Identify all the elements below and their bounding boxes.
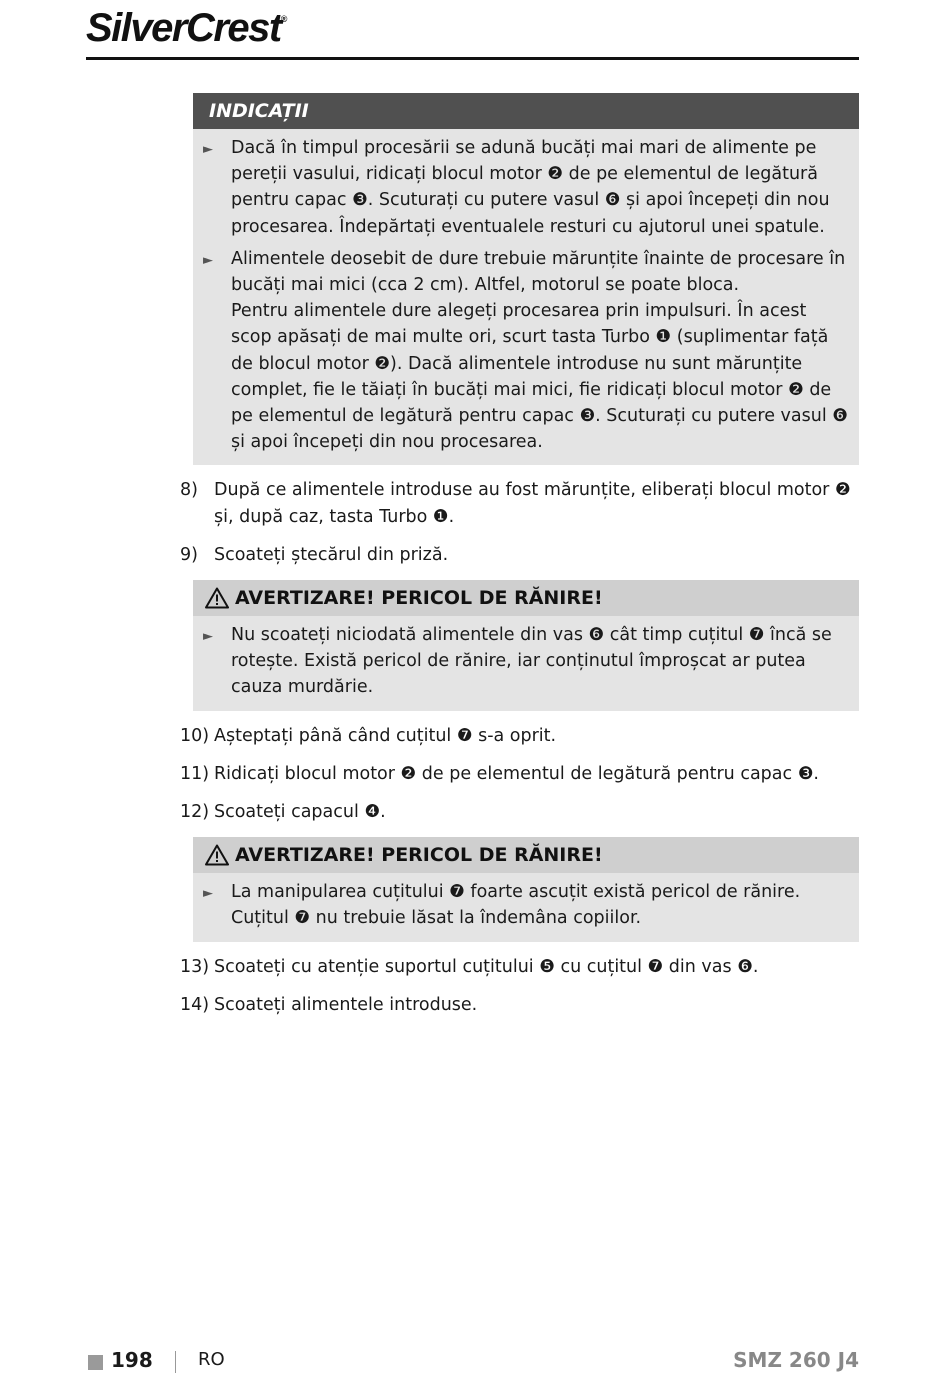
step-item (180, 761, 859, 787)
step-item (180, 992, 859, 1018)
step-text: Scoateți alimentele introduse. (214, 994, 478, 1015)
warning-title: AVERTIZARE! PERICOL DE RĂNIRE! (235, 844, 603, 867)
header-rule (86, 57, 859, 60)
warning-box (193, 580, 859, 711)
model-number: SMZ 260 J4 (733, 1348, 859, 1372)
footer-square-marker (88, 1355, 103, 1370)
bullet-arrow-icon: ► (203, 252, 213, 268)
warning-header (193, 580, 859, 616)
step-number: 13) (180, 956, 210, 977)
step-item (180, 954, 859, 980)
step-number: 11) (180, 763, 210, 784)
warning-bullet (203, 622, 849, 701)
page-number: 198 (111, 1348, 153, 1372)
step-text: Așteptați până când cuțitul ❼ s-a oprit. (214, 725, 557, 746)
bullet-arrow-icon: ► (203, 886, 213, 902)
step-number: 14) (180, 994, 210, 1015)
note-bullet (203, 246, 849, 456)
step-number: 10) (180, 725, 210, 746)
warning-box (193, 837, 859, 941)
step-text: După ce alimentele introduse au fost mărunțite, eliberați blocul motor ❷ și, după caz, tasta Turbo ❶. (214, 480, 851, 527)
bullet-arrow-icon: ► (203, 629, 213, 645)
language-code: RO (198, 1349, 225, 1370)
step-item (180, 477, 859, 529)
step-item (180, 799, 859, 825)
warning-bullet (203, 879, 849, 931)
notes-box-title: INDICAȚII (193, 93, 859, 129)
warning-title: AVERTIZARE! PERICOL DE RĂNIRE! (235, 586, 603, 609)
step-text: Scoateți ștecărul din priză. (214, 544, 449, 565)
page-footer (86, 1348, 859, 1374)
brand-logo (86, 6, 286, 51)
step-text: Ridicați blocul motor ❷ de pe elementul de legătură pentru capac ❸. (214, 763, 819, 784)
warning-triangle-icon (205, 587, 229, 609)
brand-name: SilverCrest (86, 6, 281, 50)
step-item (180, 723, 859, 749)
footer-divider (175, 1351, 176, 1373)
note-bullet (203, 135, 849, 240)
note-text: Dacă în timpul procesării se adună bucăți mai mari de alimente pe pereții vasului, ridicați blocul motor ❷ de pe elementul de legătură pentru capac ❸. Scuturați cu putere vasul ❻ și apoi începeți din nou procesarea. Îndepărtați eventualele resturi cu ajutorul unei spatule. (231, 138, 830, 237)
step-text: Scoateți cu atenție suportul cuțitului ❺ cu cuțitul ❼ din vas ❻. (214, 956, 759, 977)
bullet-arrow-icon: ► (203, 142, 213, 157)
step-number: 9) (180, 544, 198, 565)
warning-triangle-icon (205, 844, 229, 866)
notes-box (193, 93, 859, 465)
warning-text: La manipularea cuțitului ❼ foarte ascuțit există pericol de rănire. Cuțitul ❼ nu trebuie lăsat la îndemâna copiilor. (231, 882, 801, 929)
registered-mark: ® (280, 14, 286, 24)
warning-text: Nu scoateți niciodată alimentele din vas ❻ cât timp cuțitul ❼ încă se rotește. Există pericol de rănire, iar conținutul împroșcat ar putea cauza murdărie. (231, 625, 832, 698)
step-number: 8) (180, 480, 198, 501)
note-text: Alimentele deosebit de dure trebuie mărunțite înainte de procesare în bucăți mai mici (cca 2 cm). Altfel, motorul se poate bloca. Pentru alimentele dure alegeți procesarea prin impulsuri. În acest scop apăsați de mai multe ori, scurt tasta Turbo ❶ (suplimentar față de blocul motor ❷). Dacă alimentele introduse nu sunt mărunțite complet, fie le tăiați în bucăți mai mici, fie ridicați blocul motor ❷ de pe elementul de legătură pentru capac ❸. Scuturați cu putere vasul ❻ și apoi începeți din nou procesarea. (231, 248, 848, 453)
step-text: Scoateți capacul ❹. (214, 802, 386, 823)
page-content (180, 93, 859, 1030)
warning-header (193, 837, 859, 873)
step-item (180, 542, 859, 568)
step-number: 12) (180, 802, 210, 823)
